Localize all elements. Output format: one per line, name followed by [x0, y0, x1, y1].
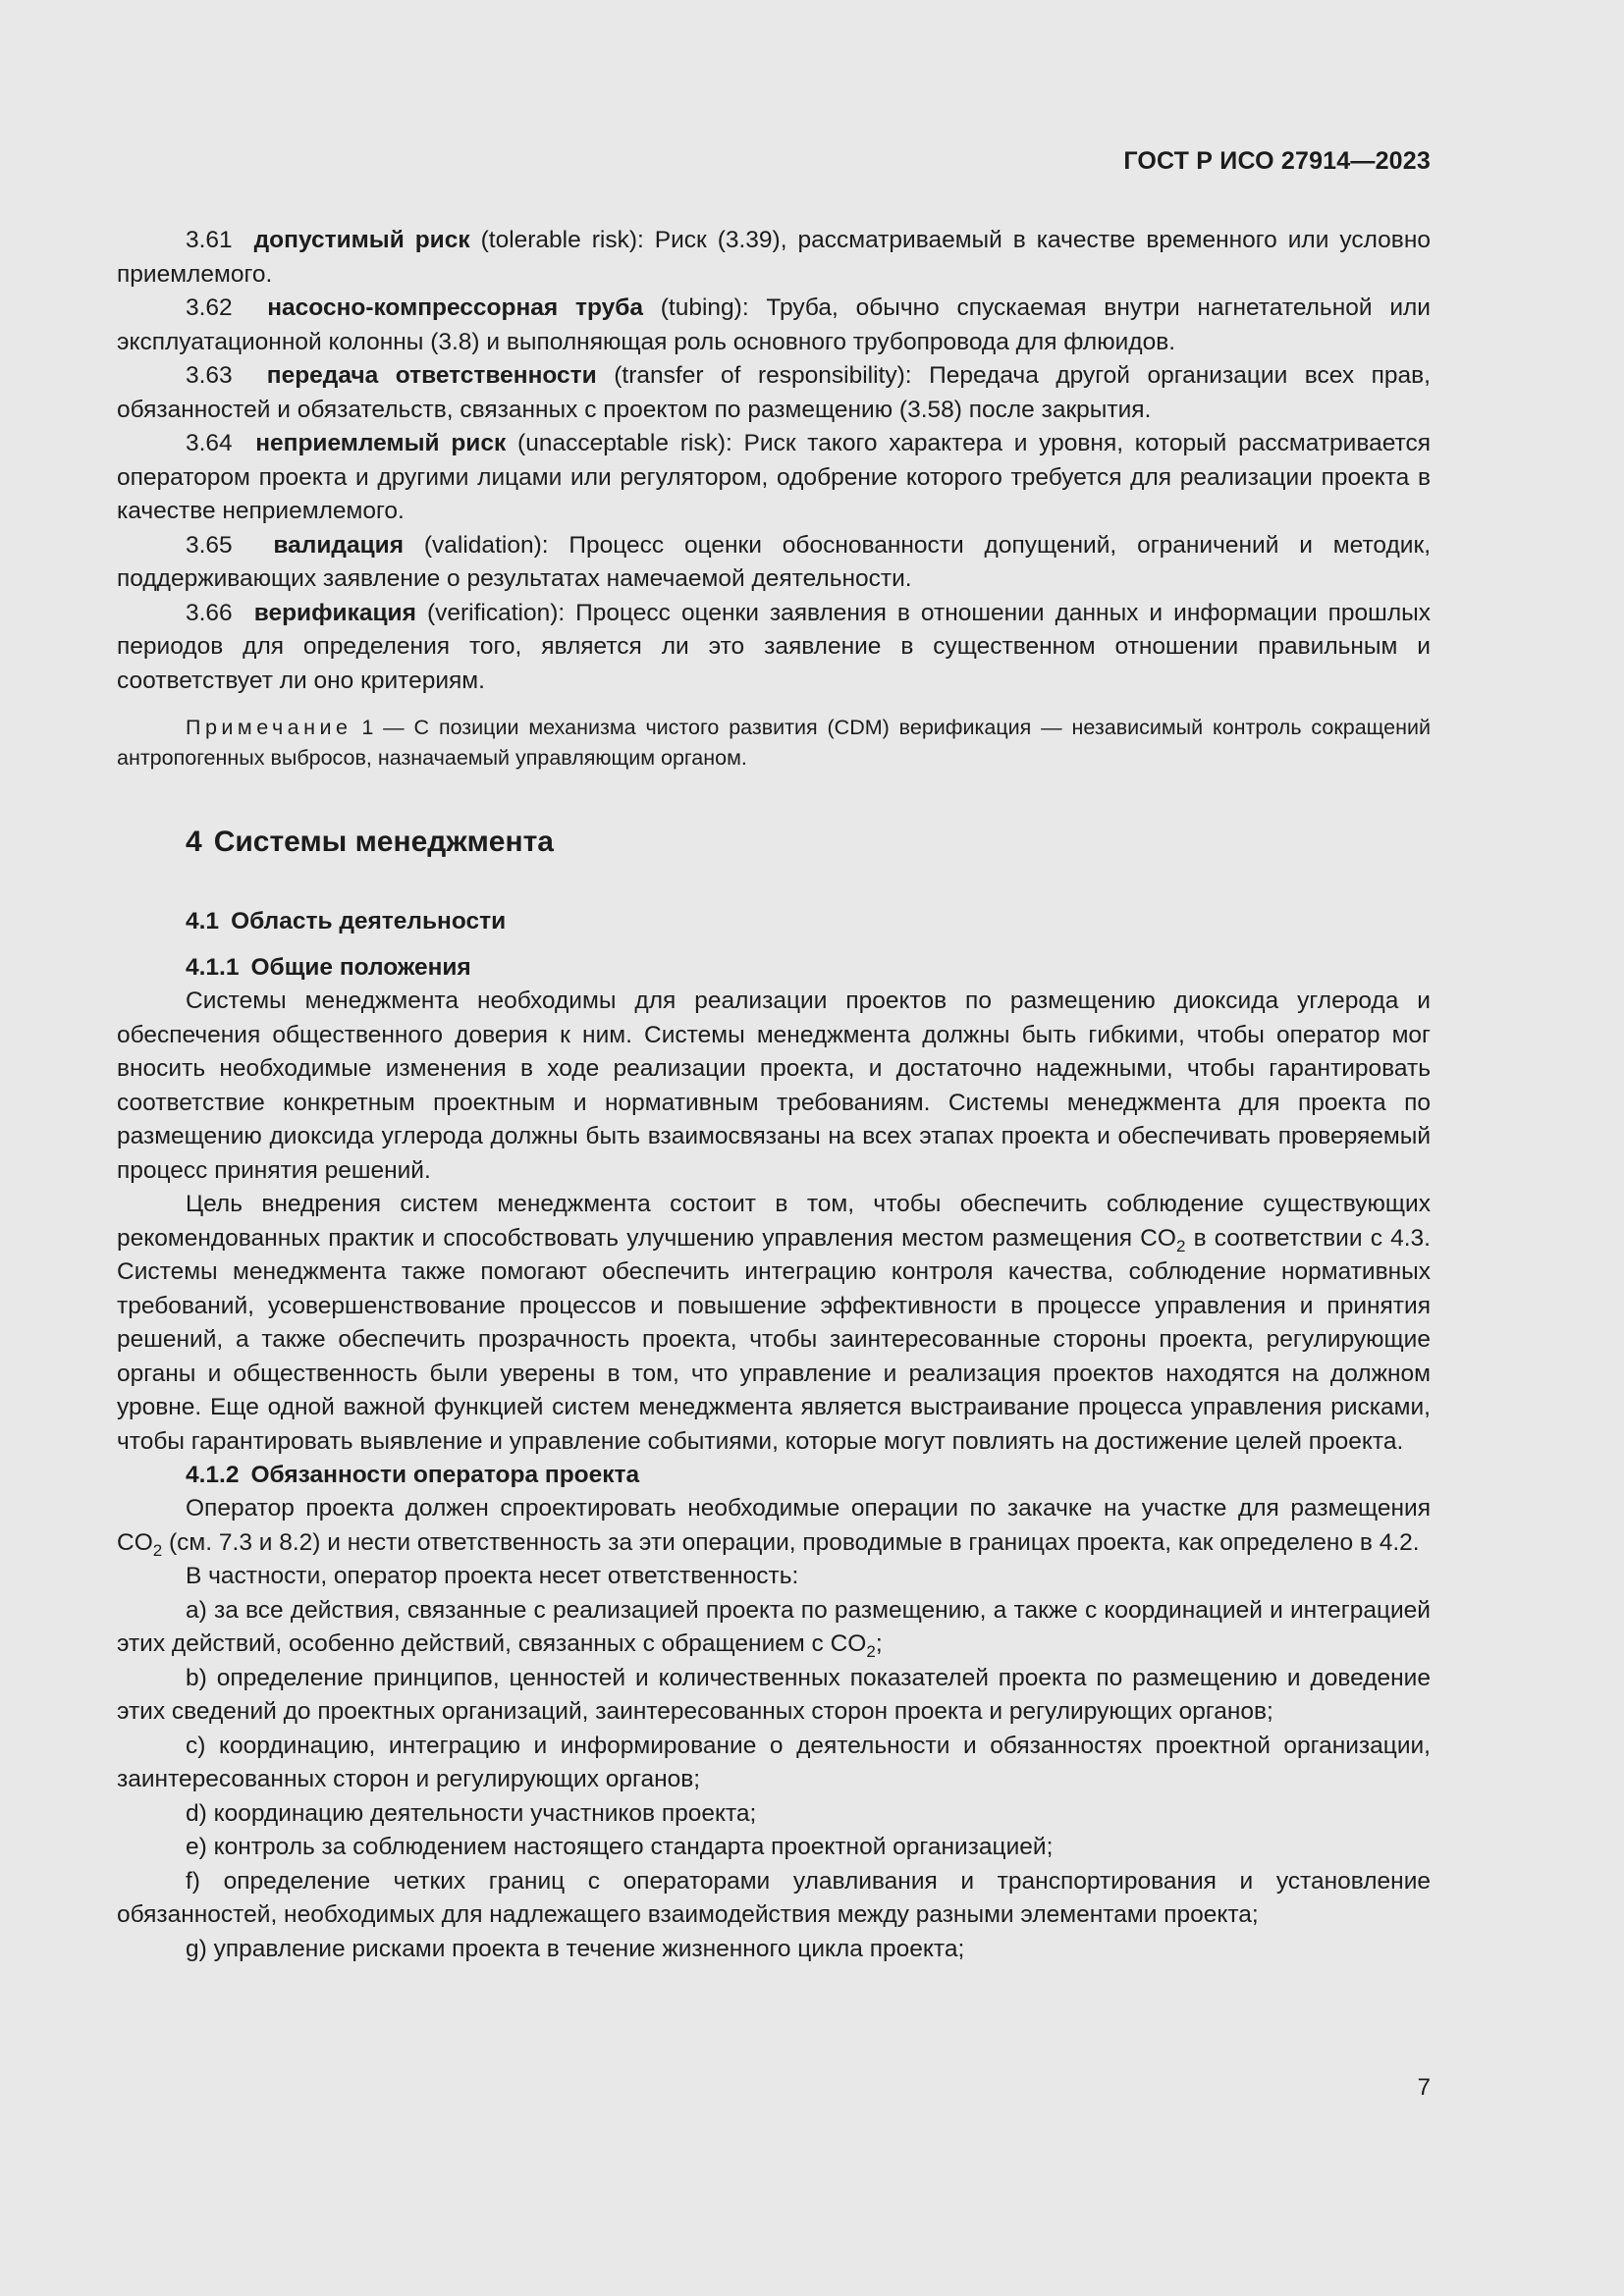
list-marker: e): [186, 1834, 207, 1860]
note-label: Примечание: [186, 716, 352, 739]
note-text: — С позиции механизма чистого развития (CDM) верификация — независимый контроль сокращений антропогенных выбросов, назначаемый управляющим органом.: [117, 716, 1431, 770]
document-header: ГОСТ Р ИСО 27914—2023: [1123, 147, 1431, 175]
paragraph-text: в соответствии с 4.3. Системы менеджмента также помогают обеспечить интеграцию контроля качества, соблюдение нормативных требований, усовершенствование процессов и повышение эффективности в процессе управления и принятия решений, а также обеспечить прозрачность проекта, чтобы заинтересованные стороны проекта, регулирующие органы и общественность были уверены в том, что управление и реализация проектов находятся на должном уровне. Еще одной важной функцией систем менеджмента является выстраивание процесса управления рисками, чтобы гарантировать выявление и управление событиями, которые могут повлиять на достижение целей проекта.: [117, 1224, 1431, 1455]
term-entry: [117, 529, 1431, 597]
term-number: 3.66: [186, 599, 233, 626]
list-item-text: за все действия, связанные с реализацией проекта по размещению, а также с координацией и интеграцией этих действий, особенно действий, связанных с обращением с CO: [117, 1596, 1431, 1657]
term-number: 3.64: [186, 430, 233, 456]
page-body: [117, 224, 1431, 1966]
list-marker: c): [186, 1732, 206, 1759]
list-item-text: координацию, интеграцию и информирование о деятельности и обязанностях проектной организации, заинтересованных сторон и регулирующих органов;: [117, 1732, 1431, 1792]
list-marker: f): [186, 1867, 200, 1895]
list-item-text: ;: [875, 1630, 883, 1657]
note-number: 1: [361, 716, 374, 739]
subscript: 2: [1175, 1236, 1186, 1255]
list-marker: g): [186, 1935, 207, 1962]
list-item-text: координацию деятельности участников проекта;: [213, 1799, 757, 1827]
term-entry: [117, 427, 1431, 529]
subsection-heading: [117, 905, 1431, 938]
term-name: передача ответственности: [266, 362, 597, 389]
term-entry: [117, 224, 1431, 292]
list-item: [117, 1831, 1431, 1865]
page-number: 7: [1417, 2074, 1431, 2101]
clause-title: Общие положения: [250, 954, 471, 981]
section-number: 4: [186, 826, 202, 858]
list-marker: d): [186, 1799, 207, 1827]
term-entry: [117, 292, 1431, 359]
term-definition: (unacceptable risk): Риск такого характера и уровня, который рассматривается оператором проекта и другими лицами или регулятором, одобрение которого требуется для реализации проекта в качестве неприемлемого.: [117, 430, 1431, 524]
subscript: 2: [866, 1642, 876, 1661]
term-entry: [117, 597, 1431, 699]
subsection-title: Область деятельности: [231, 908, 507, 934]
list-item-text: контроль за соблюдением настоящего стандарта проектной организацией;: [213, 1834, 1054, 1860]
term-definition: (tubing): Труба, обычно спускаемая внутри нагнетательной или эксплуатационной колонны (3.8) и выполняющая роль основного трубопровода для флюидов.: [117, 294, 1431, 355]
paragraph: Системы менеджмента необходимы для реализации проектов по размещению диоксида углерода и обеспечения общественного доверия к ним. Системы менеджмента должны быть гибкими, чтобы оператор мог вносить необходимые изменения в ходе реализации проекта, и достаточно надежными, чтобы гарантировать соответствие конкретным проектным и нормативным требованиям. Системы менеджмента для проекта по размещению диоксида углерода должны быть взаимосвязаны на всех этапах проекта и обеспечивать проверяемый процесс принятия решений.: [117, 988, 1431, 1184]
list-item: [117, 1662, 1431, 1730]
list-item: [117, 1594, 1431, 1662]
term-number: 3.63: [186, 362, 233, 389]
list-item-text: управление рисками проекта в течение жизненного цикла проекта;: [213, 1935, 965, 1962]
clause-heading: [117, 951, 1431, 985]
term-name: допустимый риск: [253, 227, 470, 253]
term-definition: (transfer of responsibility): Передача другой организации всех прав, обязанностей и обязательств, связанных с проектом по размещению (3.58) после закрытия.: [117, 362, 1431, 423]
list-marker: a): [186, 1596, 207, 1624]
clause-number: 4.1.2: [186, 1462, 240, 1488]
term-entry: [117, 359, 1431, 427]
term-number: 3.65: [186, 531, 233, 559]
term-definition: (tolerable risk): Риск (3.39), рассматриваемый в качестве временного или условно приемлемого.: [117, 227, 1431, 288]
term-definition: (validation): Процесс оценки обоснованности допущений, ограничений и методик, поддерживающих заявление о результатах намечаемой деятельности.: [117, 531, 1432, 592]
paragraph: В частности, оператор проекта несет ответственность:: [186, 1563, 799, 1589]
list-item: [117, 1865, 1431, 1933]
paragraph: [117, 1188, 1431, 1459]
section-heading: [117, 823, 1431, 862]
term-name: неприемлемый риск: [255, 430, 507, 456]
term-number: 3.62: [186, 294, 233, 321]
paragraph-text: Цель внедрения систем менеджмента состоит в том, чтобы обеспечить соблюдение существующих рекомендованных практик и способствовать улучшению управления местом размещения CO: [117, 1191, 1431, 1252]
term-number: 3.61: [186, 227, 233, 253]
list-item: [117, 1933, 1431, 1967]
list-item-text: определение четких границ с операторами улавливания и транспортирования и установление обязанностей, необходимых для надлежащего взаимодействия между разными элементами проекта;: [117, 1867, 1432, 1928]
subsection-number: 4.1: [186, 908, 220, 934]
note: [117, 713, 1431, 774]
clause-heading: [117, 1459, 1431, 1492]
list-item: [117, 1730, 1431, 1797]
term-name: насосно-компрессорная труба: [267, 294, 643, 321]
section-title: Системы менеджмента: [213, 826, 554, 858]
term-name: верификация: [253, 599, 416, 626]
list-item-text: определение принципов, ценностей и количественных показателей проекта по размещению и доведение этих сведений до проектных организаций, заинтересованных сторон проекта и регулирующих органов;: [117, 1664, 1431, 1725]
paragraph-text: (см. 7.3 и 8.2) и нести ответственность за эти операции, проводимые в границах проекта, как определено в 4.2.: [162, 1528, 1420, 1556]
paragraph-text: Оператор проекта должен спроектировать необходимые операции по закачке на участке для размещения CO: [117, 1495, 1431, 1556]
list-item: [117, 1797, 1431, 1832]
paragraph: [117, 1492, 1431, 1560]
list-marker: b): [186, 1664, 207, 1691]
clause-number: 4.1.1: [186, 954, 240, 981]
subscript: 2: [152, 1540, 163, 1560]
term-definition: (verification): Процесс оценки заявления в отношении данных и информации прошлых периодов для определения того, является ли это заявление в существенном отношении правильным и соответствует ли оно критериям.: [117, 599, 1431, 694]
clause-title: Обязанности оператора проекта: [250, 1462, 640, 1488]
term-name: валидация: [273, 531, 405, 559]
